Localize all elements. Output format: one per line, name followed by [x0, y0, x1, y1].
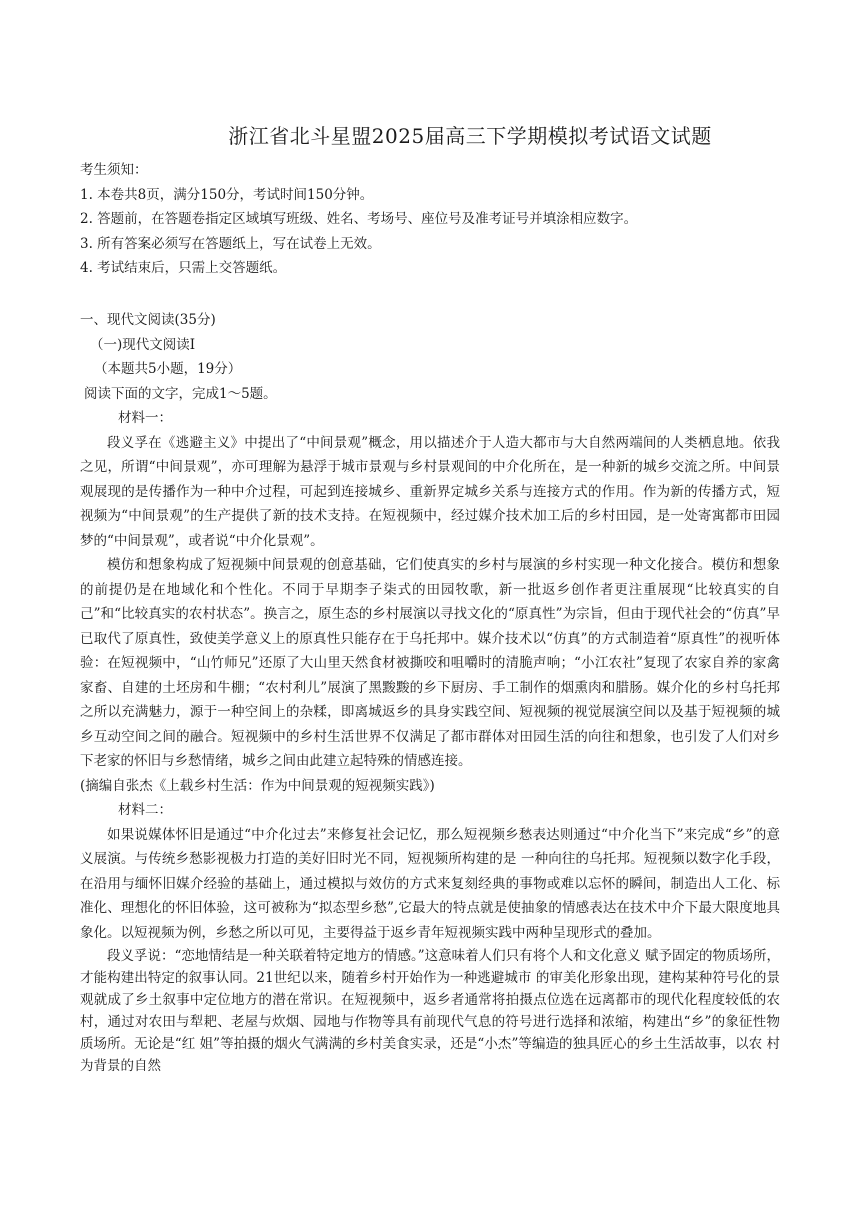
exam-title: 浙江省北斗星盟2025届高三下学期模拟考试语文试题	[228, 124, 712, 148]
subsection-heading: （一)现代文阅读Ⅰ	[90, 336, 196, 353]
reading-instruction: 阅读下面的文字，完成1～5题。	[84, 385, 277, 402]
material-1-paragraph-2: 模仿和想象构成了短视频中间景观的创意基础，它们使真实的乡村与展演的乡村实现一种文化接合。模仿和想象的前提仍是在地域化和个性化。不同于早期李子柒式的田园牧歌，新一批返乡创作者更注重展现“比较真实的自己”和“比较真实的农村状态”。换言之，原生态的乡村展演以寻找文化的“原真性”为宗旨，但由于现代社会的“仿真”早已取代了原真性，致使美学意义上的原真性只能存在于乌托邦中。媒介技术以“仿真”的方式制造着“原真性”的视听体验：在短视频中，“山竹师兄”还原了大山里天然食材被撕咬和咀嚼时的清脆声响；“小江农社”复现了农家自养的家禽家畜、自建的土坯房和牛棚；“农村利儿”展演了黑黢黢的乡下厨房、手工制作的烟熏肉和腊肠。媒介化的乡村乌托邦之所以充满魅力，源于一种空间上的杂糅，即离城返乡的具身实践空间、短视频的视觉展演空间以及基于短视频的城乡互动空间之间的融合。短视频中的乡村生活世界不仅满足了都市群体对田园生活的向往和想象，也引发了人们对乡下老家的怀旧与乡愁情绪，城乡之间由此建立起特殊的情感连接。	[80, 557, 780, 769]
material-1-source: (摘编自张杰《上载乡村生活：作为中间景观的短视频实践》)	[80, 777, 435, 794]
reading-section	[80, 308, 780, 1077]
notice-item-3: 3. 所有答案必须写在答题纸上，写在试卷上无效。	[80, 235, 381, 252]
candidate-notice	[80, 158, 780, 281]
material-1-paragraph-1: 段义孚在《逃避主义》中提出了“中间景观”概念，用以描述介于人造大都市与大自然两端间的人类栖息地。依我之见，所谓“中间景观”，亦可理解为悬浮于城市景观与乡村景观间的中介化所在，是一种新的城乡交流之所。中间景观展现的是传播作为一种中介过程，可起到连接城乡、重新界定城乡关系与连接方式的作用。作为新的传播方式，短视频为“中间景观”的生产提供了新的技术支持。在短视频中，经过媒介技术加工后的乡村田园，是一处寄寓都市田园梦的“中间景观”，或者说“中介化景观”。	[80, 434, 780, 549]
notice-item-4: 4. 考试结束后，只需上交答题纸。	[80, 260, 287, 276]
material-1-label: 材料一：	[118, 410, 172, 426]
notice-heading: 考生须知：	[80, 162, 148, 178]
material-2-paragraph-2: 段义孚说：“恋地情结是一种关联着特定地方的情感。”这意味着人们只有将个人和文化意义 赋予固定的物质场所，才能构建出特定的叙事认同。21世纪以来，随着乡村开始作为一种逃避城市 的审美化形象出现，建构某种符号化的景观就成了乡土叙事中定位地方的潜在常识。在短视频中，返乡者通常将拍摄点位选在远离都市的现代化程度较低的农村，通过对农田与犁耙、老屋与炊烟、园地与作物等具有前现代气息的符号进行选择和浓缩，构建出“乡”的象征性物质场所。无论是“红 姐”等拍摄的烟火气满满的乡村美食实录，还是“小杰”等编造的独具匠心的乡土生活故事，以农 村为背景的自然	[80, 948, 780, 1074]
notice-item-1: 1. 本卷共8页，满分150分，考试时间150分钟。	[80, 186, 374, 203]
material-2-label: 材料二：	[118, 802, 172, 818]
notice-item-2: 2. 答题前，在答题卷指定区域填写班级、姓名、考场号、座位号及准考证号并填涂相应数字。	[80, 211, 638, 227]
section-heading: 一、现代文阅读(35分)	[80, 312, 216, 328]
material-2-paragraph-1: 如果说媒体怀旧是通过“中介化过去”来修复社会记忆，那么短视频乡愁表达则通过“中介化当下”来完成“乡”的意义展演。与传统乡愁影视极力打造的美好旧时光不同，短视频所构建的是 一种向往的乌托邦。短视频以数字化手段，在沿用与缅怀旧媒介经验的基础上，通过模拟与效仿的方式来复刻经典的事物或难以忘怀的瞬间，制造出人工化、标准化、理想化的怀旧体验，这可被称为“拟态型乡愁”,它最大的特点就是使抽象的情感表达在技术中介下最大限度地具象化。以短视频为例，乡愁之所以可见，主要得益于返乡青年短视频实践中两种呈现形式的叠加。	[80, 826, 780, 941]
score-note: （本题共5小题，19分）	[94, 361, 242, 377]
